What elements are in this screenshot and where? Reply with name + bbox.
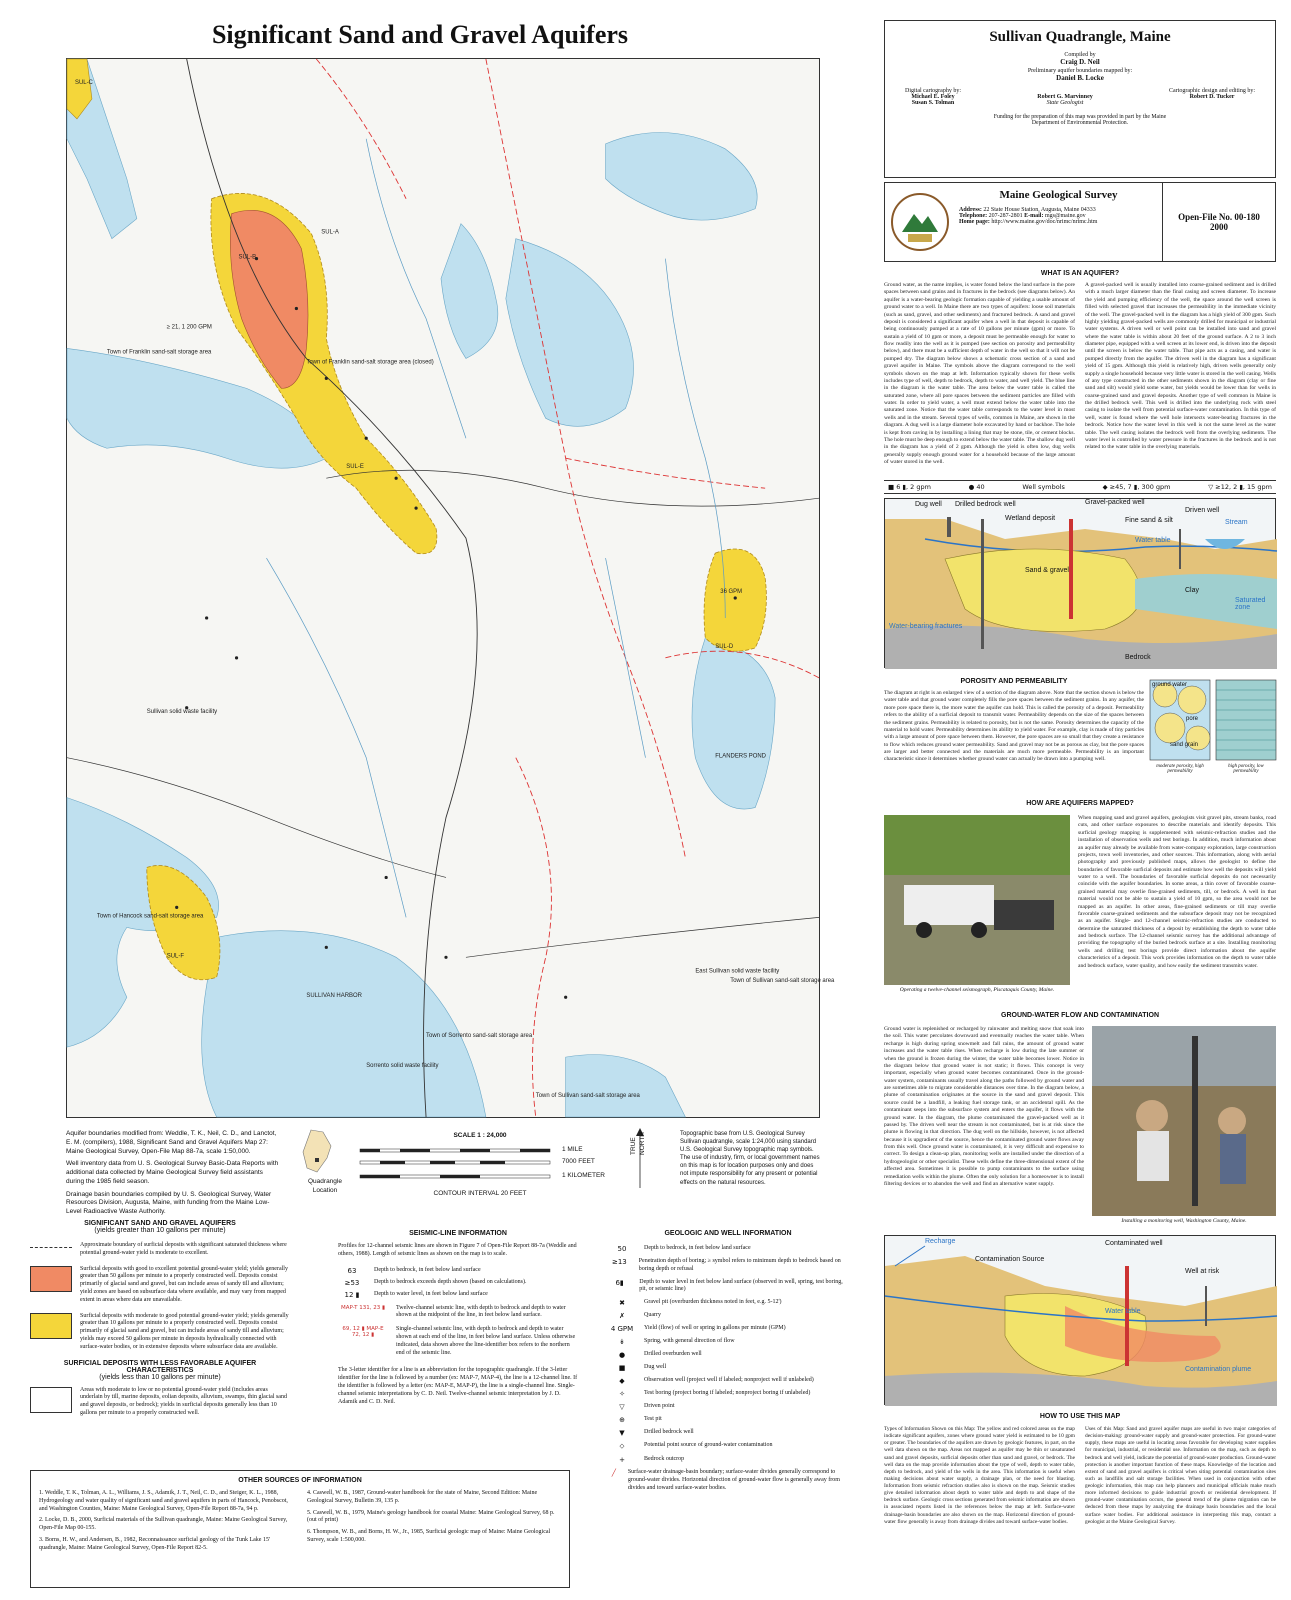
map-label-12: ≥ 21, 1 200 GPM [166, 324, 212, 331]
monitoring-well-caption: Installing a monitoring well, Washington County, Maine. [1121, 1218, 1247, 1224]
legend-moderate: Surficial deposits with moderate to good potential ground-water yield; yields generally greater than 10 gallons per minute to a properly constructed well. Deposits consist primarily of glacial sand and gravel, but can include areas of sandy till and alluvium; yields may exceed 50 gallons per minute in deposits hydraulically connected with surface-water bodies, or in extensive deposits where subsurface data are available. [30, 1313, 290, 1352]
less-favorable-swatch [30, 1387, 72, 1413]
map-credits-left: Aquifer boundaries modified from: Weddle, T. K., Neil, C. D., and Lanctot, E. M. (compilers), 1988, Significant Sand and Gravel Aquifers Map 27: Maine Geological Survey, Open-File Map 88-7a, scale 1:50,000. Well inventory data from U. S. Geological Survey Basic-Data Reports with additional data collected by Maine Geological Survey field assistants during the 1985 field season. Drainage basin boundaries compiled by U. S. Geological Survey, Water Resources Division, Augusta, Maine, with funding from the Maine Low-Level Radioactive Waste Authority. [66, 1130, 279, 1216]
stream-3 [266, 558, 406, 917]
geologic-item: ■ Dug well [618, 1364, 667, 1373]
seismic-item: 63 Depth to bedrock, in feet below land surface [347, 1266, 481, 1275]
water-northeast-pond [606, 132, 758, 220]
legend-boundary: Approximate boundary of surficial deposits with significant saturated thickness where potential ground-water yield is moderate to excellent. [30, 1242, 290, 1258]
water-north-pond [441, 224, 498, 359]
map-label-15: SUL-C [74, 79, 93, 86]
stream-4 [606, 558, 646, 758]
divide-2 [316, 59, 406, 199]
well-symbols-bar: ■ 6 ▮, 2 gpm ● 40 Well symbols ◆ ≥45, 7 ▮, 300 gpm ▽ ≥12, 2 ▮, 15 gpm [884, 480, 1276, 494]
map-label-6: Town of Sorrento sand-salt storage area [426, 1033, 533, 1040]
flow-title: GROUND-WATER FLOW AND CONTAMINATION [1001, 1012, 1159, 1019]
map-label-13: SUL-A [321, 229, 339, 236]
geologic-item: ↡ Spring, with general direction of flow [619, 1338, 735, 1347]
survey-name: Maine Geological Survey [999, 189, 1118, 201]
divide-4 [516, 758, 552, 1117]
aquifer-map[interactable] [66, 58, 835, 1118]
map-label-18: SUL-F [166, 953, 184, 960]
map-label-5: Town of Sullivan sand-salt storage area [730, 978, 835, 985]
map-label-3: Town of Hancock sand-salt storage area [96, 913, 204, 920]
map-label-16: SUL-D [715, 643, 734, 650]
map-label-14: SUL-B [238, 254, 257, 261]
seismograph-photo [884, 815, 1070, 985]
aquifer-cross-section-diagram: Dug well Drilled bedrock well Gravel-packed well Wetland deposit Fine sand & silt Driven well Stream Water table Sand & gravel Clay Saturated zone Water-bearing fractures Bedrock [884, 498, 1276, 668]
geologic-item: ⬦ Potential point source of ground-water contamination [619, 1442, 773, 1451]
other-sources-box: OTHER SOURCES OF INFORMATION 1. Weddle, T. K., Tolman, A. L., Williams, J. S., Adamik, J. T., Neil, C. D., and Steiger, K. L., 1988, Hydrogeology and water quality of significant sand and gravel aquifers in parts of Hancock, Penobscot, and Washington Counties, Maine: Maine Geological Survey, Open-File Report 88-7a, 94 p. 2. Locke, D. B., 2000, Surficial materials of the Sullivan quadrangle, Maine: Maine Geological Survey, Open-File Map 00-155. 3. Borns, H. W., and Andersen, B., 1982, Reconnaissance surficial geology of the Tunk Lake 15' quadrangle, Maine: Maine Geological Survey, Open-File Report 82-5. 4. Caswell, W. B., 1987, Ground-water handbook for the state of Maine, Second Edition: Maine Geological Survey, Bulletin 39, 135 p. 5. Caswell, W. B., 1979, Maine's geology handbook for coastal Maine: Maine Geological Survey, 68 p. (out of print) 6. Thompson, W. B., and Borns, H. W., Jr., 1985, Surficial geologic map of Maine: Maine Geological Survey, scale 1:500,000. [30, 1470, 570, 1588]
water-east-lake [506, 239, 634, 427]
porosity-text: The diagram at right is an enlarged view of a section of the diagram above. Note that the section shown is below the water table and that ground water completely fills the pore spaces between the sediment grains. In any aquifer, the more pore space there is, the more water the aquifer can hold. This is called the porosity of a deposit. Permeability refers to the ability of a surficial deposit to transmit water. Permeability depends on the size of the spaces between the sediment grains. Permeability is related to porosity, but is not the same. Porosity determines the capacity of the material to hold water. Permeability determines its ability to yield water. For example, clay is made of tiny particles with a large amount of pore space between them. However, the pore spaces are so small that they create a resistance to flow which reduces ground water permeability. Sand and gravel may not be as porous as clay, but the pore spaces are larger and better connected and the materials are much more permeable. Permeability is an important characteristic since it determines whether ground water can actually be drawn into a pumping well. [884, 690, 1144, 763]
howto-title: HOW TO USE THIS MAP [1039, 1413, 1121, 1420]
boundary-line-icon [30, 1247, 72, 1248]
map-label-1: Town of Franklin sand-salt storage area [106, 349, 212, 356]
geologic-item: 6▮ Depth to water level in feet below land surface (observed in well, spring, test boring, pit, or seismic line) [615, 1278, 843, 1293]
funding-note: Funding for the preparation of this map was provided in part by the Maine Department of Environmental Protection. [993, 114, 1167, 126]
map-label-11: 36 GPM [720, 588, 743, 595]
sources-title: OTHER SOURCES OF INFORMATION [238, 1477, 362, 1484]
contour-interval: CONTOUR INTERVAL 20 FEET [433, 1190, 527, 1197]
geologic-item: ◆ Observation well (project well if labeled; nonproject well if unlabeled) [619, 1377, 814, 1386]
aquifer-section-text: Ground water, as the name implies, is water found below the land surface in the pore spaces between sand grains and in fractures in the bedrock (see diagrams below). An aquifer is a water-bearing geologic formation capable of yielding a usable amount of ground water to a well. In Maine there are two types of aquifers: loose soil materials (such as sand, gravel, and other sediments) and fractured bedrock. A sand and gravel deposit is considered a significant aquifer when a well in that deposit is capable of being continuously pumped at a rate of 10 gallons per minute (gpm) or more. To sustain a yield of 10 gpm or more, a deposit must be permeable enough for water to flow readily into the well as it is pumped (see section on porosity and permeability below), and there must be a sufficient depth of water in the well so that it will not be pumped dry. The diagram below shows a schematic cross section of a sand and gravel aquifer in Maine. The symbols above the diagram correspond to the well symbols shown on the map at left. Information typically shown for these wells includes type of well, depth to bedrock, depth to water, and well yield. The blue line in the diagram is the water table. The area below the water table is called the saturated zone, where all pore spaces between the sediment particles are filled with water. In order to yield water, a well must extend below the water table into the saturated zone. Notice that the water table corresponds to the water level in most wells and in the stream. Several types of wells, common in Maine, are shown in the diagram. A dug well is a large diameter hole excavated by hand or backhoe. The hole is kept from caving in by installing a lining that may be stone, tile, or cement blocks. The hole must be deep enough to extend below the water table. The shallow dug well in the diagram has a yield of 2 gpm. Although the yield is often low, dug wells generally supply enough ground water for a household because of the large amount of water stored in the well. A gravel-packed well is usually installed into coarse-grained sediment and is drilled with a much larger diameter than the final casing and screen diameter. To increase the yield and pumping efficiency of the well, the space around the well screen is filled with selected gravel that increases the permeability in the immediate vicinity of the well. The gravel-packed well in the diagram has a high yield of 300 gpm. Such highly yielding gravel-packed wells are commonly drilled for municipal or industrial water systems. A driven well or well point can be installed into sand and gravel where the water table is within about 20 feet of the ground surface. A 2 to 3 inch diameter pipe, equipped with a well screen at its lower end, is driven into the deposit until the screen is below the water table. That pipe acts as a casing, and water is pumped directly from the aquifer. The driven well in the diagram has a significant yield of 15 gpm. Although this yield is relatively high, driven wells generally only supply a single household because very little water is stored in the well casing. Wells of any type constructed in the other sediments shown in the diagram (clay or fine sand and silt) would yield some water, but yields would be lower than for wells in coarse-grained sand and gravel deposits. Another type of well common in Maine is the drilled bedrock well. This well is drilled into the underlying rock with steel casing to isolate the well from potential surface-water contamination. In this type of well, water is found where the well hole intersects water-bearing fractures in the bedrock. Notice how the water level in this well is not the same level as the water table. The well casing isolates the bedrock well from the overlying sediments. The water level is controlled by water pressure in the fractures in the bedrock and is not related to the water table in the overlying materials. [884, 282, 1276, 465]
flow-text: Ground water is replenished or recharged by rainwater and melting snow that soak into the soil. This water percolates downward and eventually reaches the water table. When recharge is high during spring snowmelt and fall rains, the amount of ground water increases and the water table rises. When recharge is low during the late summer or when the ground is frozen during the winter, the water table becomes lower. Notice in the diagram below that ground water is not static; it flows. This concept is very important, especially when ground water becomes contaminated. Once in the ground-water system, contaminants usually travel along the paths followed by ground water and are sometimes able to migrate considerable distances over time. In the diagram below, a plume of contamination originates at the source in the sand and gravel deposit. This source could be a landfill, a leaking fuel storage tank, or an accidental spill. As the contaminant seeps into the subsurface system and enters the aquifer, it flows with the ground water. In the diagram, the plume contaminated the gravel-packed well as it passed by. The driven well near the stream is not contaminated, but is at risk since the plume is flowing in that direction. The dug well on the hillside, however, is not affected because it is upgradient of the source, hence the contaminated ground water flows away from this well. Once ground water is contaminated, it is very difficult and expensive to correct. To design a clean-up plan, monitoring wells are installed under the direction of a hydrogeologist or other specialist. These wells define the three-dimensional extent of the affected area. Sometimes it is possible to pump contaminants to the surface using remediation wells within the plume. Often the only solution for a homeowner is to install filtering devices or to abandon the well and find an alternative water supply. [884, 1026, 1084, 1187]
maine-seal-icon [885, 183, 955, 261]
home-page-link[interactable]: http://www.maine.gov/doc/nrimc/nrimc.htm [991, 219, 1098, 225]
geologic-item: ▼ Drilled bedrock well [619, 1429, 694, 1438]
seismic-item: 12 ▮ Depth to water level, in feet below land surface [344, 1290, 488, 1299]
water-flanders-pond [692, 638, 775, 809]
less-favorable-title: SURFICIAL DEPOSITS WITH LESS FAVORABLE AQUIFER CHARACTERISTICS [63, 1359, 257, 1374]
quadrangle-name: Sullivan Quadrangle, Maine [989, 29, 1171, 45]
less-favorable-subtitle: (yields less than 10 gallons per minute) [99, 1373, 221, 1381]
map-canvas [67, 59, 835, 1117]
title-block: Sullivan Quadrangle, Maine Compiled by Craig D. Neil Preliminary aquifer boundaries mapped by: Daniel B. Locke Digital cartography by: Michael E. Foley Susan S. Tolman Robert G. Marvinney State Geologist Cartographic design and editing by: Robert D. Tucker Funding for the preparation of this map was provided in part by the Maine Department of Environmental Protection. [884, 20, 1276, 178]
map-label-2: Sullivan solid waste facility [146, 708, 218, 715]
good-yield-swatch [30, 1266, 72, 1292]
water-sullivan-harbor [202, 931, 486, 1117]
map-label-17: SUL-E [346, 464, 364, 471]
scale-label: SCALE 1 : 24,000 [453, 1132, 507, 1139]
legend-good: Surficial deposits with good to excellent potential ground-water yield; yields generally greater than 50 gallons per minute to a properly constructed well. Deposits consist primarily of glacial sand and gravel, but can include areas of sandy till and alluvium; yield zones are based on subsurface data where available, and may vary from mapped extent in areas where data are unavailable. [30, 1266, 290, 1305]
map-label-8: Town of Sullivan sand-salt storage area [535, 1093, 640, 1100]
geologic-item: ✖ Gravel pit (overburden thickness noted in feet, e.g. 5-12') [619, 1299, 782, 1308]
seismograph-caption: Operating a twelve-channel seismograph, Piscataquis County, Maine. [899, 987, 1055, 993]
map-label-9: FLANDERS POND [715, 753, 767, 760]
open-file-year: 2000 [1210, 222, 1228, 232]
geologic-item: ≥13 Penetration depth of boring; ≥ symbol refers to minimum depth to bedrock based on boring depth or refusal [611, 1258, 841, 1272]
legend-less: Areas with moderate to low or no potential ground-water yield (includes areas underlain by till, marine deposits, eolian deposits, alluvium, swamps, thin glacial sand and gravel deposits, or bedrock); yields in surficial deposits generally less than 10 gallons per minute to a properly constructed well. [30, 1387, 290, 1418]
mapped-title: HOW ARE AQUIFERS MAPPED? [1026, 800, 1134, 807]
well-marks [175, 254, 737, 999]
geologic-title: GEOLOGIC AND WELL INFORMATION [664, 1230, 792, 1237]
geologic-item: ╱ Surface-water drainage-basin boundary; surface-water divides generally correspond to ground-water divides. Horizontal direction of ground-water flow is generally away from divides and toward surface-water bodies. [611, 1469, 840, 1491]
porosity-diagram: ground water pore sand grain moderate porosity, high permeability high porosity, low permeability [1150, 680, 1276, 790]
geologic-item: ✧ Test boring (project boring if labeled; nonproject boring if unlabeled) [619, 1390, 811, 1399]
geologic-item: 4 GPM Yield (flow) of well or spring in gallons per minute (GPM) [610, 1325, 786, 1334]
water-southeast [566, 1055, 686, 1117]
road-4 [466, 917, 819, 957]
scale-km: 1 KILOMETER [562, 1172, 605, 1179]
geologic-item: ● Drilled overburden well [618, 1351, 702, 1360]
monitoring-well-photo [1092, 1026, 1276, 1216]
aquifer-section-title: WHAT IS AN AQUIFER? [1040, 270, 1120, 277]
map-title: Significant Sand and Gravel Aquifers [211, 20, 629, 49]
scale-feet: 7000 FEET [562, 1158, 595, 1165]
geologic-item: ⊕ Test pit [619, 1416, 662, 1425]
map-label-10: SULLIVAN HARBOR [306, 993, 362, 1000]
geologic-item: ▽ Driven point [619, 1403, 675, 1412]
geologic-legend [608, 1230, 848, 1493]
legend-title: SIGNIFICANT SAND AND GRAVEL AQUIFERS [84, 1220, 236, 1227]
seismic-item: MAP-T 131, 23 ▮ Twelve-channel seismic line, with depth to bedrock and depth to water shown at the midpoint of the line, in feet below land surface. [340, 1304, 566, 1319]
map-credits-right: Topographic base from U.S. Geological Survey Sullivan quadrangle, scale 1:24,000 using standard U.S. Geological Survey topographic map symbols. The use of industry, firm, or local government names on this map is for location purposes only and does not impute responsibility for any present or potential effects on the natural resources. [680, 1131, 820, 1186]
aquifer-legend [30, 1220, 290, 1418]
scale-mile: 1 MILE [562, 1146, 583, 1153]
map-label-4: East Sullivan solid waste facility [695, 968, 780, 975]
true-north-label: TRUE NORTH [630, 1132, 646, 1155]
seismic-item: ≥53 Depth to bedrock exceeds depth shown (based on calculations). [344, 1278, 527, 1287]
contamination-diagram: Recharge Contamination Source Contaminated well Well at risk Water table Contamination plume [884, 1235, 1276, 1405]
survey-block: Maine Geological Survey Address: 22 State House Station, Augusta, Maine 04333 Telephone: 207-287-2801 E-mail: mgs@maine.gov Home page: http://www.maine.gov/doc/nrimc/nrimc.htm Open-File No. 00-180 2000 [884, 182, 1276, 262]
quadrangle-location-label: Quadrangle Location [308, 1178, 342, 1194]
seismic-legend: SEISMIC-LINE INFORMATION Profiles for 12-channel seismic lines are shown in Figure 7 of Open-File Report 88-7a (Weddle and others, 1988). Length of seismic lines as shown on the map is to scale. 63 Depth to bedrock, in feet below land surface ≥53 Depth to bedrock exceeds depth shown (based on calculations). 12 ▮ Depth to water level, in feet below land surface MAP-T 131, 23 ▮ Twelve-channel seismic line, with depth to bedrock and depth to water shown at the midpoint of the line, in feet below land surface. 69, 12 ▮ MAP-E 72, 12 ▮ Single-channel seismic line, with depth to bedrock and depth to water shown at each end of the line, in feet below land surface. Unless otherwise indicated, data shown above the line-identifier box refers to the northern end of the seismic line. The 3-letter identifier for a line is an abbreviation for the topographic quadrangle. If the 3-letter identifier for the line is followed by a number (ex: MAP-7, MAP-4), the line is a 12-channel line. If the identifier is followed by a letter (ex: MAP-E, MAP-P), the line is a single-channel line. Single-channel seismic interpretations by C. D. Neil. Twelve-channel seismic interpretation by J. D. Adamik and C. D. Neil. [338, 1230, 578, 1405]
seismic-title: SEISMIC-LINE INFORMATION [409, 1230, 507, 1237]
map-label-0: Town of Franklin sand-salt storage area (closed) [306, 359, 434, 366]
divide-3 [566, 458, 765, 488]
seismic-item: 69, 12 ▮ MAP-E 72, 12 ▮ Single-channel seismic line, with depth to bedrock and depth to water shown at each end of the line, in feet below land surface. Unless otherwise indicated, data shown above the line-identifier box refers to the northern end of the seismic line. [342, 1326, 576, 1356]
quadrangle-location-map [297, 1128, 337, 1176]
moderate-yield-swatch [30, 1313, 72, 1339]
aquifer-moderate-east [704, 549, 766, 651]
porosity-title: POROSITY AND PERMEABILITY [960, 678, 1068, 685]
howto-text: Types of Information Shown on this Map: The yellow and red colored areas on the map indicate significant aquifers, zones where ground water yield is estimated to be 10 gpm or greater. The boundaries of the aquifers are drawn by geologic features, in part, on the well data shown on the map. Areas not mapped as aquifer may be thin or unsaturated sand and gravel deposits, surficial deposits other than sand and gravel, or bedrock. The well data on the map provide information about the type of well, depth to water table, depth to bedrock, and yield of the wells in the area. This information is useful when making decisions about water supply, a drainage plan, or the need for blasting. Information from seismic refraction studies also is shown on the map. Seismic studies give detailed information about depth to water table and depth to and shape of the bedrock surface. Geologic cross sections generated from seismic information are shown in associated reports listed in the references below the map at left. Surface-water drainage-basin boundaries are also shown on the map. Horizontal direction of ground-water flow generally is away from drainage divides and toward surface-water bodies. Uses of this Map: Sand and gravel aquifer maps are useful in two major categories of decision-making: ground-water supply and ground-water protection. For ground-water supply, these maps are useful in locating areas favorable for developing water supplies for municipal, industrial, or residential use. Information on the map, such as depth to bedrock and well yield, indicate the potential of ground-water production. Ground-water protection is another important function of these maps. Knowledge of the location and extent of sand and gravel aquifers is critical when siting potential contamination sites such as landfills and salt storage facilities. When used in conjunction with other geologic information, this map can help planners and municipal officials make much more informed decisions to guide industrial growth or residential development. If ground-water contamination occurs, the general trend of the plume migration can be deduced from these maps by analyzing the drainage basin boundaries and the local surface water bodies. For additional assistance in interpreting this map, contact a geologist at the Maine Geological Survey. [884, 1426, 1277, 1525]
open-file-number: Open-File No. 00-180 [1178, 212, 1260, 222]
map-label-7: Sorrento solid waste facility [366, 1063, 439, 1070]
geologic-item: + Bedrock outcrop [619, 1456, 685, 1465]
geologic-item: ✗ Quarry [619, 1312, 661, 1321]
mapped-text: When mapping sand and gravel aquifers, geologists visit gravel pits, stream banks, road cuts, and other surface exposures to describe materials and identify deposits. This surficial geology mapping is supplemented with seismic-refraction studies and the installation of observation wells and test borings. In addition, much information about an aquifer may already be available from water-company exploration, large construction projects, town well inventories, and other sources. This information, along with aerial photography and previously published maps, allows the geologist to define the boundaries of favorable surficial deposits and estimate how well the deposits will yield water to a well. The boundaries of favorable surficial deposits do not necessarily coincide with the aquifer boundaries. In some areas, a thin cover of favorable coarse-grained material may overlie fine-grained sediments, till, or bedrock. A well in that material would not be able to sustain a yield of 10 gpm, so the area would not be mapped as an aquifer. In other areas, fine-grained sediments or till may overlie favorable coarse-grained sediments and the subsurface deposit may not be recognized as an aquifer. Single- and 12-channel seismic-refraction studies are conducted to determine the saturated thickness of a deposit by establishing the depth to water table and bedrock surface. The 12-channel seismic survey has the additional advantage of providing the topography of the buried bedrock surface at a site. Installing monitoring wells and drilling test borings provide direct information about the aquifer characteristics of a deposit. This work provides information on the depth to water table and bedrock surface, water quality, and how easily the sediment transmits water. [1078, 815, 1276, 969]
scale-bars [350, 1145, 560, 1187]
legend-subtitle: (yields greater than 10 gallons per minute) [94, 1227, 226, 1234]
geologic-item: 50 Depth to bedrock, in feet below land surface [617, 1245, 751, 1253]
